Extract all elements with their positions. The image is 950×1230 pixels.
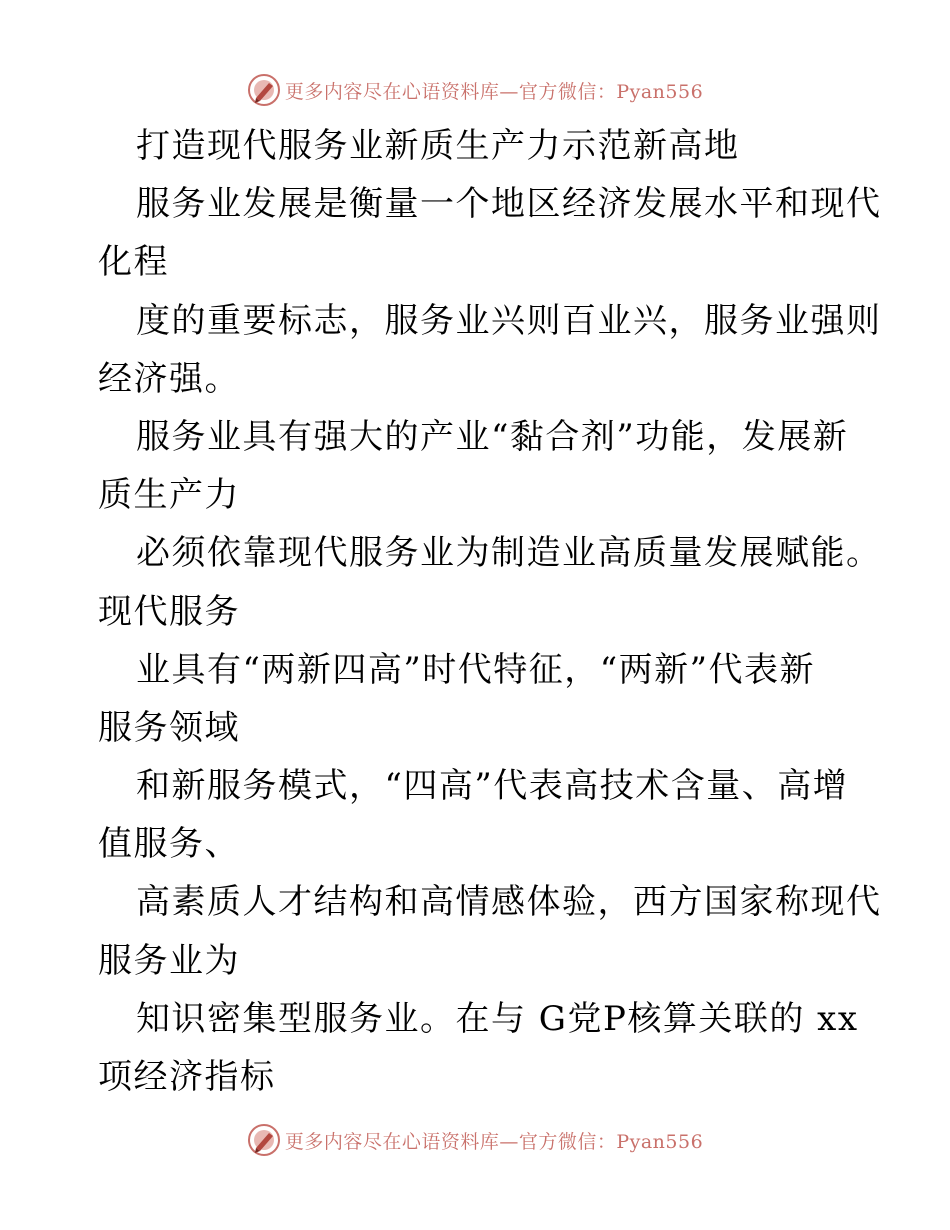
paragraph-line: 值服务、 <box>98 824 240 865</box>
paragraph-line: 服务业发展是衡量一个地区经济发展水平和现代 <box>136 184 882 225</box>
paragraph-line: 必须依靠现代服务业为制造业高质量发展赋能。 <box>136 533 882 574</box>
paragraph-line: 化程 <box>98 242 169 283</box>
pen-logo-icon <box>247 1123 281 1157</box>
header-watermark <box>0 70 950 110</box>
paragraph-line: 知识密集型服务业。在与 G党P核算关联的 xx <box>136 998 859 1039</box>
paragraph-line: 业具有“两新四高”时代特征，“两新”代表新 <box>136 649 816 690</box>
watermark-text: 更多内容尽在心语资料库—官方微信：Pyan556 <box>284 1130 704 1153</box>
paragraph-line: 高素质人才结构和高情感体验，西方国家称现代 <box>136 882 882 923</box>
pen-logo-icon <box>247 73 281 107</box>
paragraph-line: 质生产力 <box>98 475 240 516</box>
paragraph-line: 和新服务模式，“四高”代表高技术含量、高增 <box>136 766 849 807</box>
paragraph-line: 服务领域 <box>98 707 240 748</box>
document-title: 打造现代服务业新质生产力示范新高地 <box>136 126 740 166</box>
paragraph-line: 经济强。 <box>98 358 240 399</box>
paragraph-line: 项经济指标 <box>98 1057 276 1097</box>
paragraph-line: 现代服务 <box>98 591 240 632</box>
paragraph-line: 度的重要标志，服务业兴则百业兴，服务业强则 <box>136 300 882 341</box>
paragraph-line: 服务业具有强大的产业“黏合剂”功能，发展新 <box>136 416 849 457</box>
footer-watermark <box>0 1120 950 1160</box>
paragraph-line: 服务业为 <box>98 940 240 981</box>
document-body <box>98 117 882 1106</box>
watermark-text: 更多内容尽在心语资料库—官方微信：Pyan556 <box>284 80 704 103</box>
